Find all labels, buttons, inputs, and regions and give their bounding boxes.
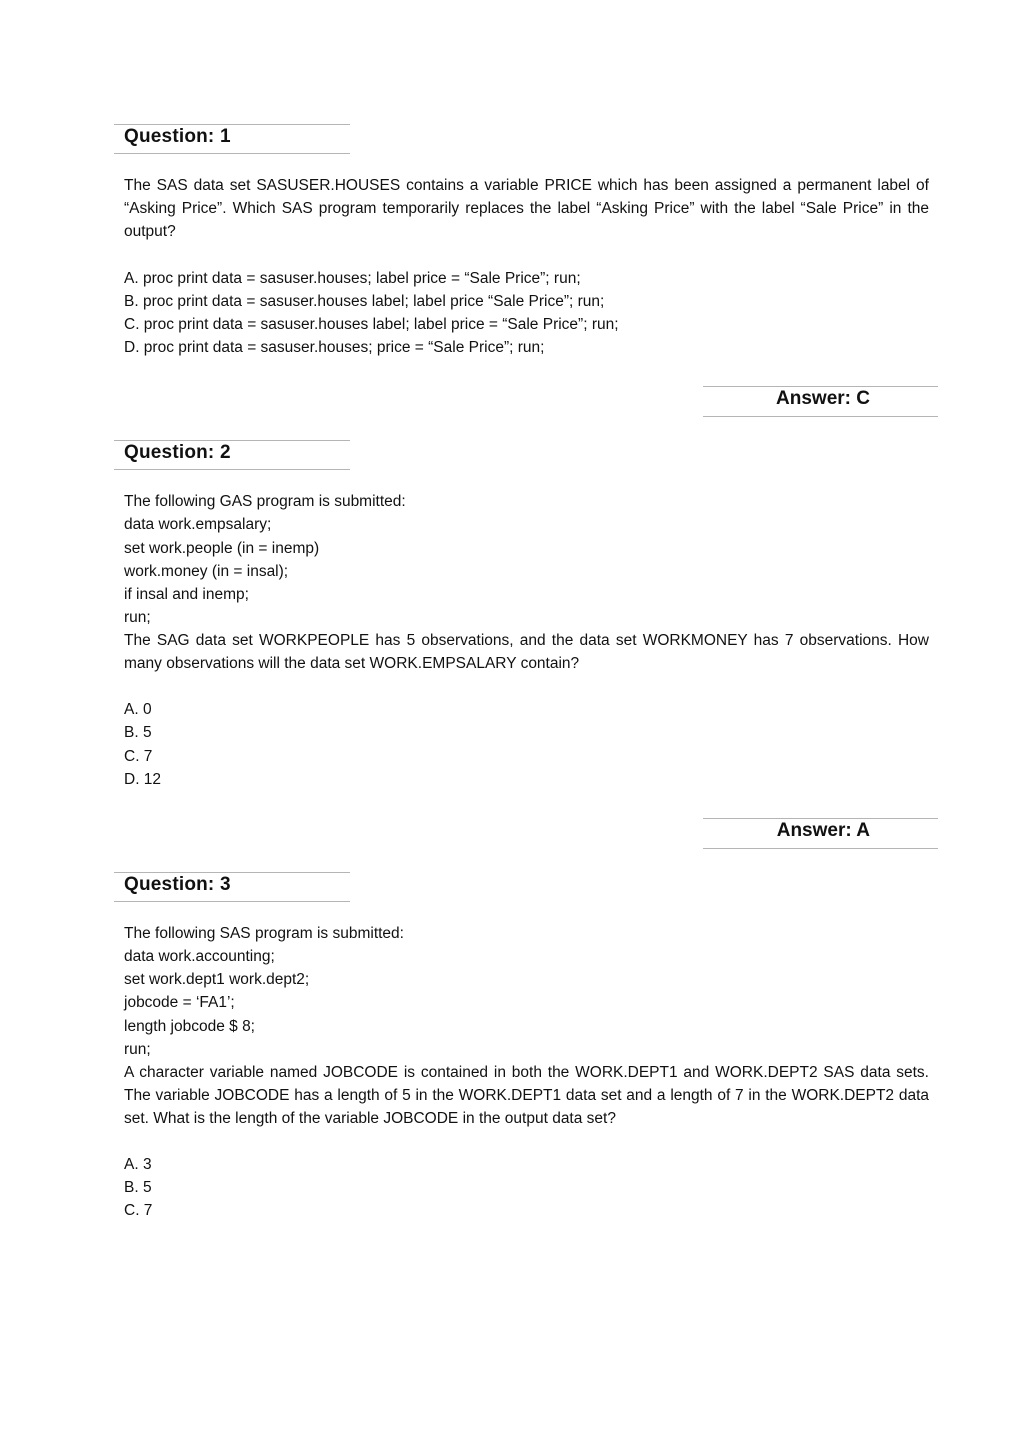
question-3-code-line: jobcode = ‘FA1’;: [124, 994, 235, 1011]
question-2-code-line: work.money (in = insal);: [124, 563, 289, 580]
question-3-title: Question: 3: [124, 874, 231, 895]
question-2-option-a: A. 0: [124, 701, 152, 718]
question-2-header: [114, 440, 350, 470]
question-2-option-b: B. 5: [124, 724, 152, 741]
question-2-title: Question: 2: [124, 442, 231, 463]
question-2-option-c: C. 7: [124, 748, 153, 765]
question-1-option-c: C. proc print data = sasuser.houses label; label price = “Sale Price”; run;: [124, 316, 619, 333]
question-3-code-line: run;: [124, 1041, 151, 1058]
question-1-option-b: B. proc print data = sasuser.houses label; label price “Sale Price”; run;: [124, 293, 605, 310]
question-3-body: A character variable named JOBCODE is contained in both the WORK.DEPT1 and WORK.DEPT2 SAS data sets. The variable JOBCODE has a length of 5 in the WORK.DEPT1 data set and a length of 7 in the WORK.DEPT2 data set. What is the length of the variable JOBCODE in the output data set?: [124, 1064, 929, 1128]
question-3-code-line: set work.dept1 work.dept2;: [124, 971, 310, 988]
question-1-answer-box: [703, 386, 938, 417]
question-3-code-line: The following SAS program is submitted:: [124, 925, 404, 942]
question-3-code-line: data work.accounting;: [124, 948, 275, 965]
question-2-body: The SAG data set WORKPEOPLE has 5 observations, and the data set WORKMONEY has 7 observations. How many observations will the data set WORK.EMPSALARY contain?: [124, 632, 929, 673]
question-2-code-line: set work.people (in = inemp): [124, 540, 320, 557]
question-3-option-c: C. 7: [124, 1202, 153, 1219]
question-2-code-line: data work.empsalary;: [124, 516, 272, 533]
question-1-header: [114, 124, 350, 154]
question-2-code-line: The following GAS program is submitted:: [124, 493, 406, 510]
question-1-body: The SAS data set SASUSER.HOUSES contains a variable PRICE which has been assigned a permanent label of “Asking Price”. Which SAS program temporarily replaces the label “Asking Price” with the label “Sale Price” in the output?: [124, 177, 929, 241]
question-3-option-a: A. 3: [124, 1156, 152, 1173]
question-1-option-a: A. proc print data = sasuser.houses; label price = “Sale Price”; run;: [124, 270, 581, 287]
question-3-header: [114, 872, 350, 902]
question-2-answer: Answer: A: [776, 820, 870, 841]
question-1-answer: Answer: C: [776, 388, 870, 409]
question-2-code-line: if insal and inemp;: [124, 586, 249, 603]
question-3-option-b: B. 5: [124, 1179, 152, 1196]
question-1-title: Question: 1: [124, 126, 231, 147]
question-2-code-line: run;: [124, 609, 151, 626]
question-2-option-d: D. 12: [124, 771, 162, 788]
question-1-option-d: D. proc print data = sasuser.houses; price = “Sale Price”; run;: [124, 339, 545, 356]
question-3-code-line: length jobcode $ 8;: [124, 1018, 255, 1035]
question-2-answer-box: [703, 818, 938, 849]
